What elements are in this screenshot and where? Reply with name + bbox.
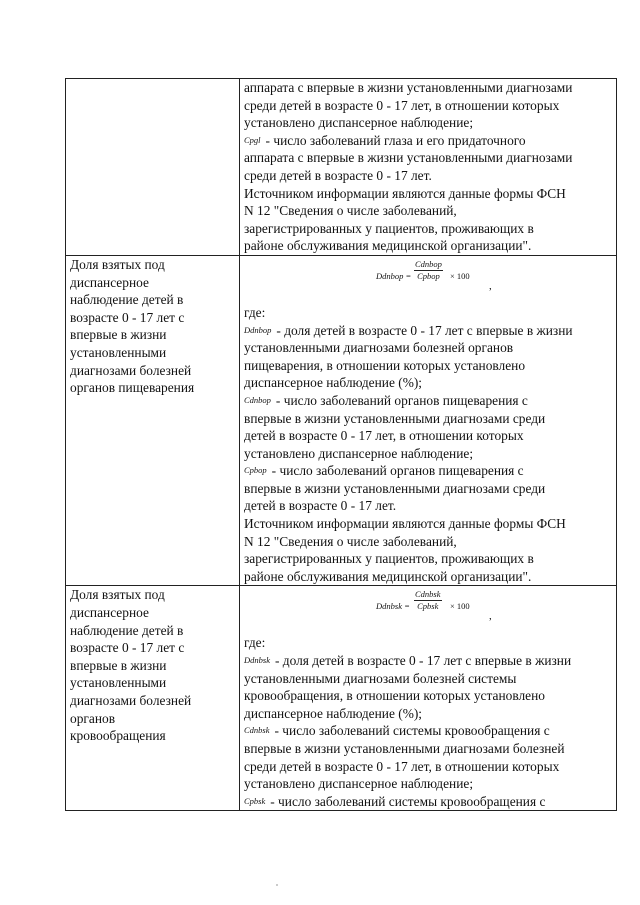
formula-comma: ,	[489, 610, 492, 623]
indicator-line: наблюдение детей в	[70, 622, 184, 638]
text-line: впервые в жизни установленными диагнозами среди	[244, 480, 546, 496]
formula-denominator: Cpbop	[417, 270, 440, 281]
text-line: детей в возрасте 0 - 17 лет.	[244, 498, 397, 514]
indicator-line: диспансерное	[70, 605, 149, 621]
formula-digestive	[244, 256, 613, 296]
text-line: районе обслуживания медицинской организации".	[244, 568, 532, 584]
text-line: установленными диагнозами болезней системы	[244, 670, 517, 686]
text-line	[244, 322, 613, 340]
symbol-cpgl: Cpgl	[244, 134, 261, 145]
text-fragment: - число заболеваний органов пищеварения с	[275, 392, 528, 408]
indicator-line: возрасте 0 - 17 лет с	[70, 640, 185, 656]
text-line: детей в возрасте 0 - 17 лет, в отношении которых	[244, 428, 524, 444]
formula-comma: ,	[489, 279, 492, 292]
indicator-line: диспансерное	[70, 274, 149, 290]
text-line: кровообращения, в отношении которых установлено	[244, 688, 545, 704]
row2-indicator-cell	[66, 255, 240, 586]
formula-fraction	[414, 589, 442, 612]
indicator-line: впервые в жизни	[70, 327, 167, 343]
formula-fraction	[414, 259, 443, 282]
row3-indicator-cell	[66, 586, 240, 811]
text-line: среди детей в возрасте 0 - 17 лет.	[244, 167, 432, 183]
formula-multiplier: × 100	[450, 270, 470, 281]
text-line: установлено диспансерное наблюдение;	[244, 115, 474, 131]
text-line	[244, 652, 613, 670]
indicator-table	[65, 78, 617, 811]
text-line	[244, 132, 613, 150]
text-line: установлено диспансерное наблюдение;	[244, 445, 474, 461]
table-row	[66, 255, 617, 586]
text-line: аппарата с впервые в жизни установленными диагнозами	[244, 80, 573, 95]
indicator-line: Доля взятых под	[70, 587, 165, 603]
symbol-ddnbsk: Ddnbsk	[244, 655, 270, 666]
text-line	[244, 722, 613, 740]
indicator-line: Доля взятых под	[70, 256, 165, 272]
symbol-cdnbop: Cdnbop	[244, 394, 271, 405]
row1-indicator-cell	[66, 79, 240, 256]
text-fragment: - доля детей в возрасте 0 - 17 лет с впервые в жизни	[276, 322, 573, 338]
text-line: пищеварения, в отношении которых установлено	[244, 357, 526, 373]
indicator-line: впервые в жизни	[70, 657, 167, 673]
text-line	[244, 392, 613, 410]
table-row	[66, 79, 617, 256]
table-row	[66, 586, 617, 811]
text-fragment: - число заболеваний системы кровообращения с	[274, 723, 550, 739]
indicator-line: установленными	[70, 675, 167, 691]
text-fragment: - число заболеваний глаза и его придаточного	[265, 132, 526, 148]
text-line: впервые в жизни установленными диагнозами болезней	[244, 741, 565, 756]
text-fragment: - число заболеваний органов пищеварения с	[271, 463, 524, 479]
formula-lhs: Ddnbop =	[376, 270, 412, 281]
text-line: зарегистрированных у пациентов, проживающих в	[244, 220, 534, 236]
indicator-line: наблюдение детей в	[70, 292, 184, 308]
text-line: зарегистрированных у пациентов, проживающих в	[244, 551, 534, 567]
text-line: установлено диспансерное наблюдение;	[244, 776, 474, 792]
indicator-line: возрасте 0 - 17 лет с	[70, 309, 185, 325]
formula-lhs: Ddnbsk =	[376, 601, 410, 612]
indicator-line: диагнозами болезней	[70, 693, 192, 708]
indicator-line: установленными	[70, 344, 167, 360]
text-line: аппарата с впервые в жизни установленными диагнозами	[244, 150, 573, 166]
text-line	[244, 793, 613, 811]
text-line: Источником информации являются данные формы ФСН	[244, 516, 566, 532]
text-line: диспансерное наблюдение (%);	[244, 705, 423, 721]
text-line: Источником информации являются данные формы ФСН	[244, 185, 566, 201]
indicator-line: органов	[70, 710, 116, 726]
text-line: впервые в жизни установленными диагнозами среди	[244, 410, 546, 426]
text-line: среди детей в возрасте 0 - 17 лет, в отношении которых	[244, 758, 560, 774]
row1-description-cell	[240, 79, 617, 256]
indicator-line: органов пищеварения	[70, 380, 195, 396]
indicator-line: диагнозами болезней	[70, 362, 192, 378]
text-line: N 12 "Сведения о числе заболеваний,	[244, 533, 457, 549]
row2-description-cell	[240, 255, 617, 586]
text-line	[244, 462, 613, 480]
text-line: где:	[244, 304, 266, 320]
symbol-ddnbop: Ddnbop	[244, 324, 272, 335]
text-fragment: - число заболеваний системы кровообращения с	[270, 793, 546, 809]
formula-multiplier: × 100	[450, 601, 470, 612]
text-line: где:	[244, 635, 266, 651]
symbol-cpbop: Cpbop	[244, 465, 267, 476]
text-line: районе обслуживания медицинской организации".	[244, 238, 532, 254]
formula-denominator: Cpbsk	[417, 601, 439, 612]
symbol-cdnbsk: Cdnbsk	[244, 725, 270, 736]
text-line: установленными диагнозами болезней органов	[244, 340, 514, 356]
symbol-cpbsk: Cpbsk	[244, 795, 266, 806]
text-line: среди детей в возрасте 0 - 17 лет, в отношении которых	[244, 97, 560, 113]
text-line: N 12 "Сведения о числе заболеваний,	[244, 203, 457, 219]
text-fragment: - доля детей в возрасте 0 - 17 лет с впервые в жизни	[274, 653, 572, 669]
scan-speck	[276, 884, 278, 886]
formula-numerator: Cdnbsk	[415, 589, 441, 600]
formula-circulatory	[244, 586, 613, 626]
formula-numerator: Cdnbop	[415, 258, 442, 269]
indicator-line: кровообращения	[70, 728, 166, 744]
text-line: диспансерное наблюдение (%);	[244, 375, 423, 391]
row3-description-cell	[240, 586, 617, 811]
